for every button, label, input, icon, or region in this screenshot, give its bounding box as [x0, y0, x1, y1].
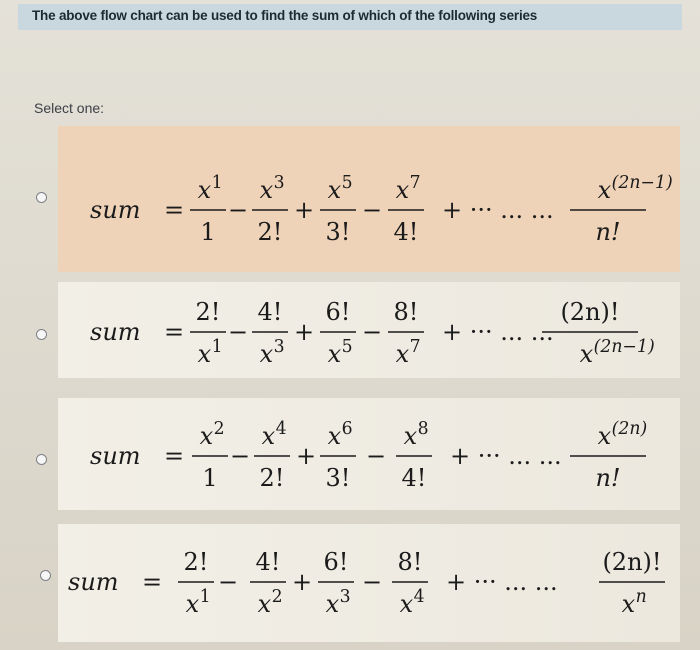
option-d-op-4: + ··· ... ... [446, 568, 558, 596]
option-c-equals: = [163, 442, 185, 470]
option-c-term-4-den: 4! [401, 464, 427, 492]
option-b-op-1: − [227, 318, 249, 346]
option-c-last-num-sup: (2n) [611, 418, 648, 439]
option-b-op-4: + ··· ... ... [442, 318, 554, 346]
option-b-op-3: − [361, 318, 383, 346]
option-b-term-2-num: 4! [257, 298, 283, 326]
option-a-op-3: − [361, 196, 383, 224]
option-b-equals: = [163, 318, 185, 346]
option-b-op-2: + [293, 318, 315, 346]
option-c-radio[interactable] [36, 454, 47, 465]
option-c-op-4: + ··· ... ... [450, 442, 562, 470]
option-a-term-1-num-sup: 1 [211, 172, 223, 193]
option-c-term-4-num-base: x [403, 422, 418, 450]
option-a-term-3-num-sup: 5 [341, 172, 353, 193]
option-b-term-3-den-base: x [327, 340, 342, 368]
option-d-term-3-den-sup: 3 [339, 586, 351, 607]
option-a-term-1-den: 1 [200, 218, 216, 246]
option-c-op-1: − [229, 442, 251, 470]
option-b-term-3-den-sup: 5 [341, 336, 353, 357]
option-d-term-1-num: 2! [183, 548, 209, 576]
option-c-term-3-num-sup: 6 [341, 418, 353, 439]
option-a-last-num-base: x [597, 176, 612, 204]
option-d-radio[interactable] [40, 570, 51, 581]
option-b-term-2-den-base: x [259, 340, 274, 368]
option-a-equals: = [163, 196, 185, 224]
option-a-last-num-sup: (2n−1) [611, 172, 673, 193]
option-b-term-1-den-base: x [197, 340, 212, 368]
option-b-last-den-sup: (2n−1) [593, 336, 655, 357]
option-c-formula [80, 402, 660, 508]
option-a-term-4-num-sup: 7 [409, 172, 421, 193]
option-d-sum-label: sum [68, 568, 119, 596]
option-c-term-3-den: 3! [325, 464, 351, 492]
option-c-term-2-num-base: x [261, 422, 276, 450]
option-b-term-1-num: 2! [195, 298, 221, 326]
option-d-last-num: (2n)! [602, 548, 662, 576]
option-d-term-3-den-base: x [325, 590, 340, 618]
option-d-term-4-den-base: x [399, 590, 414, 618]
option-a-op-1: − [227, 196, 249, 224]
option-d-term-2-den-sup: 2 [271, 586, 283, 607]
option-c-term-1-num-sup: 2 [213, 418, 225, 439]
option-b-term-1-den-sup: 1 [211, 336, 223, 357]
option-b-term-3-num: 6! [325, 298, 351, 326]
option-a-term-4-num-base: x [395, 176, 410, 204]
option-d-term-2-num: 4! [255, 548, 281, 576]
option-a-term-2-num-base: x [259, 176, 274, 204]
option-c-op-3: − [365, 442, 387, 470]
option-b-last-num: (2n)! [560, 298, 620, 326]
option-a-op-4: + ··· ... ... [442, 196, 554, 224]
option-d-op-1: − [217, 568, 239, 596]
option-b-sum-label: sum [90, 318, 141, 346]
option-c-op-2: + [295, 442, 317, 470]
option-c-term-1-num-base: x [199, 422, 214, 450]
option-c-term-2-num-sup: 4 [275, 418, 287, 439]
option-d-term-1-den-base: x [185, 590, 200, 618]
option-a-radio[interactable] [36, 192, 47, 203]
option-c-last-den: n! [595, 464, 621, 492]
question-text: The above flow chart can be used to find the sum of which of the following series [18, 4, 682, 30]
option-d-term-4-den-sup: 4 [413, 586, 425, 607]
option-c-term-3-num-base: x [327, 422, 342, 450]
option-a-term-2-den: 2! [257, 218, 283, 246]
option-d-term-1-den-sup: 1 [199, 586, 211, 607]
option-b-formula [80, 282, 660, 378]
option-a-term-3-den: 3! [325, 218, 351, 246]
option-d-last-den-base: x [621, 590, 636, 618]
option-d-term-3-num: 6! [323, 548, 349, 576]
option-b-term-2-den-sup: 3 [273, 336, 285, 357]
option-a-op-2: + [293, 196, 315, 224]
option-b-radio[interactable] [36, 329, 47, 340]
option-b-term-4-den-base: x [395, 340, 410, 368]
option-a-term-3-num-base: x [327, 176, 342, 204]
option-c-sum-label: sum [90, 442, 141, 470]
option-d-op-3: − [361, 568, 383, 596]
option-b-term-4-num: 8! [393, 298, 419, 326]
option-c-last-num-base: x [597, 422, 612, 450]
option-c-term-1-den: 1 [202, 464, 218, 492]
option-d-equals: = [141, 568, 163, 596]
option-a-last-den: n! [595, 218, 621, 246]
select-one-prompt: Select one: [34, 100, 105, 116]
option-b-last-den-base: x [579, 340, 594, 368]
option-d-term-4-num: 8! [397, 548, 423, 576]
option-d-op-2: + [291, 568, 313, 596]
option-d-last-den-sup: n [635, 586, 647, 607]
option-a-sum-label: sum [90, 196, 141, 224]
option-c-term-4-num-sup: 8 [417, 418, 429, 439]
option-c-term-2-den: 2! [259, 464, 285, 492]
option-d-formula [58, 526, 662, 638]
option-b-term-4-den-sup: 7 [409, 336, 421, 357]
option-a-formula [80, 150, 673, 260]
option-a-term-2-num-sup: 3 [273, 172, 285, 193]
option-a-term-1-num-base: x [197, 176, 212, 204]
option-a-term-4-den: 4! [393, 218, 419, 246]
option-d-term-2-den-base: x [257, 590, 272, 618]
